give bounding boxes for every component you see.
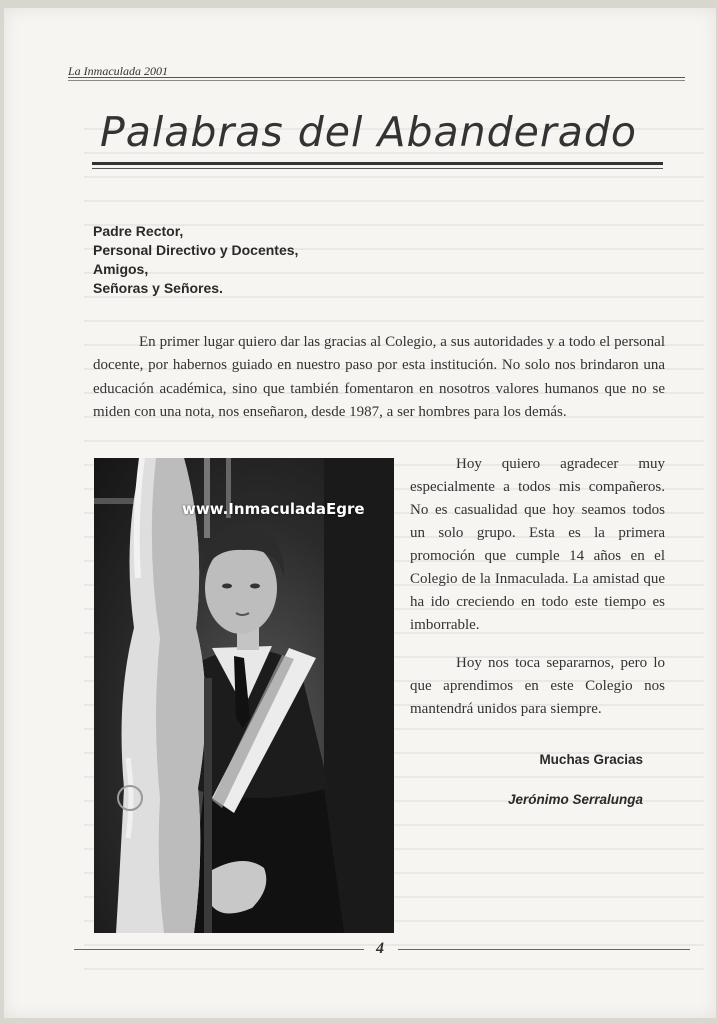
header-rule-secondary — [68, 80, 685, 81]
footer-rule-left — [74, 949, 364, 950]
photo-illustration — [94, 458, 394, 933]
salutation-line: Señoras y Señores. — [93, 280, 223, 296]
signature: Jerónimo Serralunga — [507, 792, 643, 807]
salutation-line: Personal Directivo y Docentes, — [93, 242, 299, 258]
watermark-text: www.InmaculadaEgre — [182, 500, 365, 518]
title-rule-thin — [92, 168, 663, 169]
title-rule-thick — [92, 162, 663, 165]
salutation-line: Amigos, — [93, 261, 149, 277]
intro-paragraph: En primer lugar quiero dar las gracias al Colegio, a sus autoridades y a todo el personal docente, por habernos guiado en nuestro paso por esta institución. No solo nos brindaron una educación académica, sino que también fomentaron en nosotros valores humanos que no se miden con una nota, nos enseñaron, desde 1987, a ser hombres para los demás. — [93, 334, 665, 421]
header-rule — [68, 77, 685, 78]
footer-rule-right — [398, 949, 690, 950]
page-number: 4 — [376, 940, 384, 957]
page-title: Palabras del Abanderado — [100, 108, 637, 156]
salutation — [93, 222, 298, 298]
salutation-line: Padre Rector, — [93, 223, 184, 239]
body-paragraph: Hoy nos toca separarnos, pero lo que aprendimos en este Colegio nos mantendrá unidos para siempre. — [410, 655, 665, 717]
flag-bearer-photo — [94, 458, 394, 933]
speech-body — [410, 453, 665, 721]
closing-line: Muchas Gracias — [539, 752, 643, 767]
body-paragraph: Hoy quiero agradecer muy especialmente a todos mis compañeros. No es casualidad que hoy seamos todos un solo grupo. Esta es la primera promoción que cumple 14 años en el Colegio de la Inmaculada. La amistad que ha ido creciendo en todo este tiempo es imborrable. — [410, 456, 665, 633]
running-header: La Inmaculada 2001 — [68, 64, 168, 78]
